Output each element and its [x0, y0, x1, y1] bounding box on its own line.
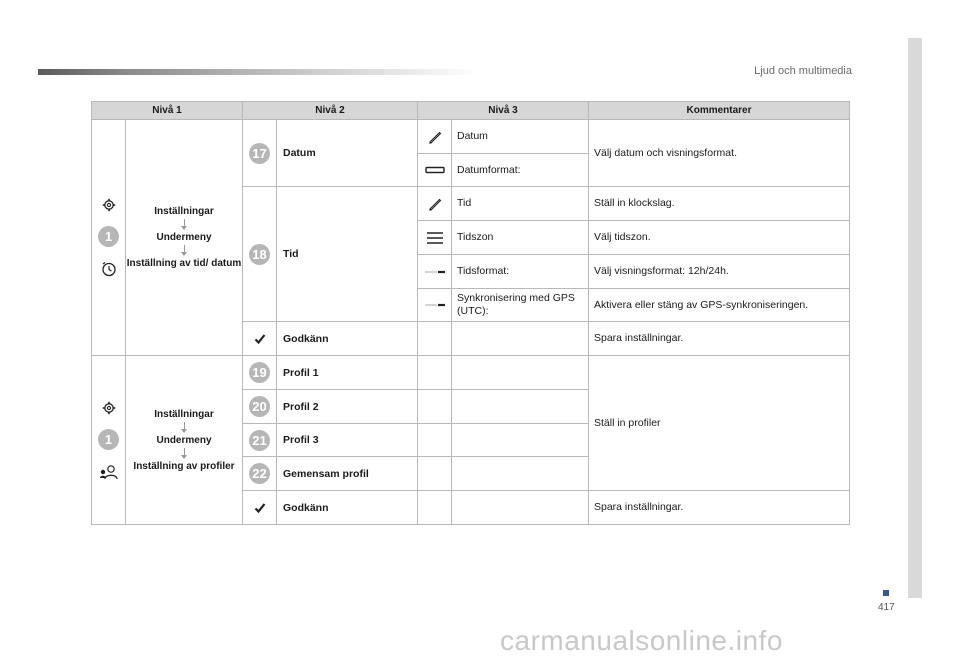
step-badge: 22 [249, 463, 270, 484]
level2-label: Tid [277, 187, 418, 322]
level1-icons [92, 120, 126, 356]
chapter-title: Ljud och multimedia [754, 65, 852, 77]
badge-cell [243, 390, 277, 424]
step-badge: 1 [98, 429, 119, 450]
header-comments: Kommentarer [589, 102, 850, 120]
comment: Ställ in klockslag. [589, 187, 850, 221]
level3-label: Tidszon [452, 221, 589, 255]
level1-path [126, 120, 243, 356]
level1-item: Inställningar [154, 206, 214, 217]
level1-item: Inställning av tid/ datum [126, 258, 242, 269]
page-number: 417 [878, 602, 895, 613]
badge-cell [243, 187, 277, 322]
icon-cell [418, 187, 452, 221]
icon-cell [418, 154, 452, 187]
step-badge: 18 [249, 244, 270, 265]
checkmark-icon [254, 333, 266, 345]
page-marker [883, 590, 889, 596]
header-level2: Nivå 2 [243, 102, 418, 120]
level3-label: Synkronisering med GPS (UTC): [452, 289, 589, 322]
step-badge: 19 [249, 362, 270, 383]
gear-icon [102, 401, 116, 415]
side-strip [908, 38, 922, 598]
step-badge: 1 [98, 226, 119, 247]
pencil-icon [427, 129, 443, 145]
level1-icons [92, 356, 126, 525]
header-level1: Nivå 1 [92, 102, 243, 120]
level3-label: Datumformat: [452, 154, 589, 187]
comment: Välj tidszon. [589, 221, 850, 255]
badge-cell [243, 424, 277, 457]
level2-label: Profil 3 [277, 424, 418, 457]
list-icon [426, 231, 444, 245]
icon-cell [418, 289, 452, 322]
icon-cell [243, 491, 277, 525]
icon-cell [418, 221, 452, 255]
step-badge: 17 [249, 143, 270, 164]
level3-label: Tid [452, 187, 589, 221]
step-badge: 21 [249, 430, 270, 451]
table-header-row [92, 102, 850, 120]
level1-item: Undermeny [156, 232, 212, 243]
comment: Ställ in profiler [589, 356, 850, 491]
table-row [92, 356, 850, 390]
comment: Välj datum och visningsformat. [589, 120, 850, 187]
toggle-icon [424, 269, 446, 275]
arrow-down-icon [184, 422, 185, 430]
top-decor-bar [38, 69, 478, 75]
comment: Spara inställningar. [589, 491, 850, 525]
comment: Aktivera eller stäng av GPS-synkroniseringen. [589, 289, 850, 322]
arrow-down-icon [184, 448, 185, 456]
badge-cell [243, 356, 277, 390]
watermark: carmanualsonline.info [500, 625, 783, 656]
icon-cell [418, 255, 452, 289]
level2-label: Godkänn [277, 322, 418, 356]
format-bar-icon [425, 166, 445, 174]
comment: Välj visningsformat: 12h/24h. [589, 255, 850, 289]
level3-label: Datum [452, 120, 589, 154]
gear-icon [102, 198, 116, 212]
level1-item: Inställningar [154, 408, 214, 420]
level2-label: Profil 2 [277, 390, 418, 424]
profile-icon [99, 464, 119, 480]
badge-cell [243, 457, 277, 491]
icon-cell [418, 120, 452, 154]
toggle-icon [424, 302, 446, 308]
level2-label: Gemensam profil [277, 457, 418, 491]
level1-item: Undermeny [156, 434, 212, 446]
level2-label: Profil 1 [277, 356, 418, 390]
checkmark-icon [254, 502, 266, 514]
level3-label: Tidsformat: [452, 255, 589, 289]
comment: Spara inställningar. [589, 322, 850, 356]
level2-label: Godkänn [277, 491, 418, 525]
level1-item: Inställning av profiler [133, 460, 235, 472]
header-level3: Nivå 3 [418, 102, 589, 120]
pencil-icon [427, 196, 443, 212]
arrow-down-icon [184, 245, 185, 253]
level1-path [126, 356, 243, 525]
table-row [92, 120, 850, 154]
step-badge: 20 [249, 396, 270, 417]
arrow-down-icon [184, 219, 185, 227]
badge-cell [243, 120, 277, 187]
level2-label: Datum [277, 120, 418, 187]
icon-cell [243, 322, 277, 356]
clock-icon [101, 261, 117, 277]
settings-table [91, 101, 850, 525]
